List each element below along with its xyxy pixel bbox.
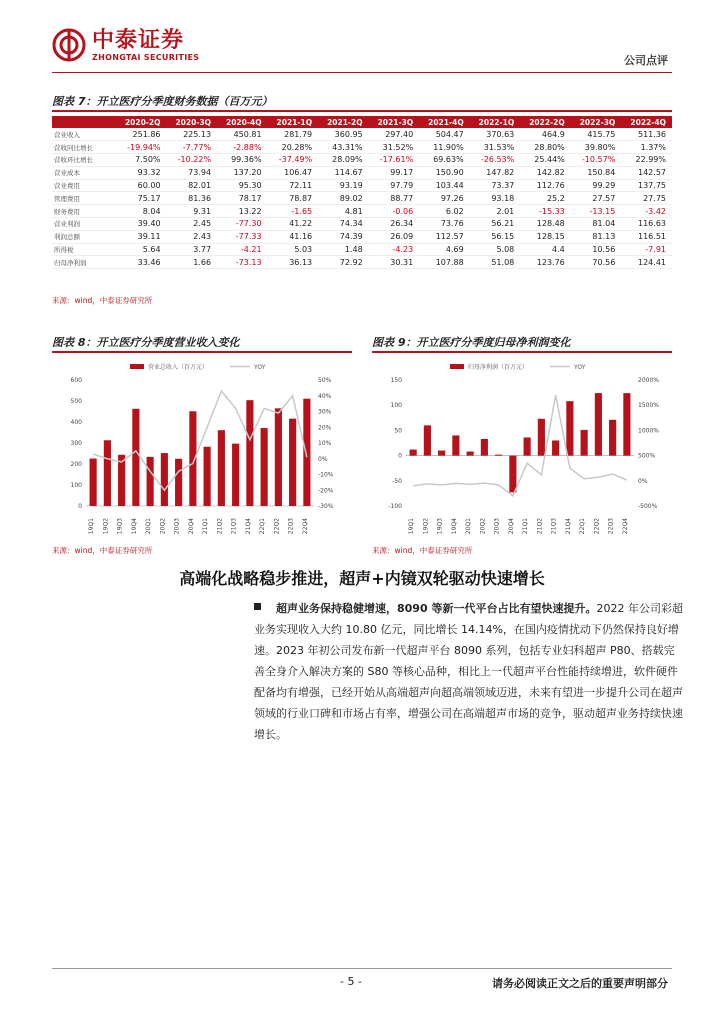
table-cell: 56.15 [470,230,521,243]
table-cell: -15.33 [520,205,571,218]
table-cell: -10.22% [167,154,218,167]
table-cell: 56.21 [470,218,521,231]
table-cell: 73.37 [470,179,521,192]
figure7-source: 来源：wind，中泰证券研究所 [52,296,153,305]
y-left-tick-label: 200 [70,461,82,468]
revenue-chart [52,356,352,536]
y-right-tick-label: -30% [318,503,334,510]
table-header-cell: 2020-3Q [167,116,218,128]
footer-disclaimer: 请务必阅读正文之后的重要声明部分 [492,977,668,990]
x-tick-label: 19Q2 [102,518,110,535]
y-right-tick-label: 0% [638,477,648,485]
legend-bar-swatch [450,364,464,369]
table-row-label: 营业利润 [52,218,116,231]
table-header-cell: 2021-2Q [318,116,369,128]
x-tick-label: 22Q4 [621,518,629,535]
bar [481,439,488,456]
x-tick-label: 20Q1 [465,518,473,535]
paragraph-lead: 超声业务保持稳健增速，8090 等新一代平台占比有望快速提升。 [276,602,597,615]
table-row [52,154,672,167]
bar [438,451,445,456]
table-row [52,256,672,269]
table-cell: 25.2 [520,192,571,205]
table-cell: -77.30 [217,218,268,231]
table-cell: 511.36 [621,128,672,141]
table-header-row [52,116,672,128]
table-cell: 4.69 [419,243,470,256]
x-tick-label: 22Q1 [579,518,587,535]
figure8-underline [52,351,352,353]
table-cell: 114.67 [318,166,369,179]
table-cell: 2.45 [167,218,218,231]
legend-bar-label: 归母净利润（百万元） [468,364,529,371]
table-cell: 281.79 [268,128,319,141]
x-tick-label: 21Q2 [216,518,224,535]
x-tick-label: 20Q4 [507,518,515,535]
table-cell: 99.36% [217,154,268,167]
table-cell: 112.76 [520,179,571,192]
page-number: - 5 - [340,975,362,988]
bar [538,419,545,456]
table-cell: 81.36 [167,192,218,205]
bar [552,440,559,455]
y-left-tick-label: 300 [70,440,82,447]
table-row-label: 管理费用 [52,192,116,205]
table-cell: 5.64 [116,243,167,256]
table-row [52,218,672,231]
table-cell: 450.81 [217,128,268,141]
legend-line-label: YOY [574,364,586,371]
legend-bar-swatch [130,364,144,369]
y-right-tick-label: -500% [638,503,658,510]
table-cell: 41.22 [268,218,319,231]
table-cell: 97.26 [419,192,470,205]
net-profit-chart [372,356,672,536]
y-left-tick-label: 150 [390,377,402,384]
y-left-tick-label: 600 [70,377,82,384]
legend-line-label: YOY [254,364,266,371]
table-cell: -17.61% [369,154,420,167]
table-row [52,141,672,154]
table-cell: 2.43 [167,230,218,243]
table-cell: 73.94 [167,166,218,179]
bar [132,409,139,506]
bar [175,459,182,506]
table-row [52,179,672,192]
table-header-cell: 2021-3Q [369,116,420,128]
y-right-tick-label: 1000% [638,427,659,435]
figure9-underline [372,351,672,353]
x-tick-label: 21Q3 [230,518,238,535]
y-left-tick-label: 100 [70,482,82,489]
table-cell: 27.75 [621,192,672,205]
table-header-cell: 2022-3Q [571,116,622,128]
x-tick-label: 20Q2 [479,518,487,535]
table-header-cell: 2022-1Q [470,116,521,128]
figure7-table-wrap [52,116,672,269]
bar [609,420,616,456]
y-left-tick-label: 0 [78,503,82,510]
table-cell: 31.52% [369,141,420,154]
y-right-tick-label: 20% [318,424,332,432]
bar [303,399,310,506]
table-cell: 36.13 [268,256,319,269]
figure8-title: 图表 8：开立医疗分季度营业收入变化 [52,336,240,349]
table-cell: 33.46 [116,256,167,269]
table-cell: 5.03 [268,243,319,256]
table-cell: -73.13 [217,256,268,269]
table-cell: 251.86 [116,128,167,141]
table-cell: 297.40 [369,128,420,141]
table-row [52,230,672,243]
y-right-tick-label: 500% [638,452,656,460]
table-header-cell: 2022-2Q [520,116,571,128]
table-row-label: 营收同比增长 [52,141,116,154]
figure9-title: 图表 9：开立医疗分季度归母净利润变化 [372,336,571,349]
x-tick-label: 19Q1 [408,518,416,535]
table-cell: -4.23 [369,243,420,256]
table-cell: 69.63% [419,154,470,167]
table-cell: 22.99% [621,154,672,167]
table-row-label: 利润总额 [52,230,116,243]
table-cell: 10.56 [571,243,622,256]
table-header-cell: 2021-1Q [268,116,319,128]
x-tick-label: 19Q3 [436,518,444,535]
x-tick-label: 20Q1 [145,518,153,535]
table-cell: 20.28% [268,141,319,154]
table-cell: -0.06 [369,205,420,218]
table-row-label: 营业费用 [52,179,116,192]
table-cell: 1.66 [167,256,218,269]
table-cell: 5.08 [470,243,521,256]
table-cell: -4.21 [217,243,268,256]
table-cell: -26.53% [470,154,521,167]
y-right-tick-label: 30% [318,408,332,416]
x-tick-label: 22Q4 [301,518,309,535]
table-cell: 74.34 [318,218,369,231]
table-row-label: 营业收入 [52,128,116,141]
table-cell: 28.09% [318,154,369,167]
y-right-tick-label: 50% [318,377,332,384]
y-left-tick-label: 50 [394,427,402,435]
table-row-label: 所得税 [52,243,116,256]
table-header-cell: 2020-4Q [217,116,268,128]
table-cell: 142.82 [520,166,571,179]
table-cell: 60.00 [116,179,167,192]
x-tick-label: 21Q2 [536,518,544,535]
bar [495,455,502,456]
table-cell: -2.88% [217,141,268,154]
x-tick-label: 22Q1 [259,518,267,535]
figure9-source: 来源：wind，中泰证券研究所 [372,546,473,555]
table-cell: -1.65 [268,205,319,218]
table-cell: 93.18 [470,192,521,205]
table-cell: 137.20 [217,166,268,179]
x-tick-label: 21Q3 [550,518,558,535]
table-cell: 72.11 [268,179,319,192]
table-row [52,243,672,256]
y-right-tick-label: 40% [318,392,332,400]
table-row-label: 营收环比增长 [52,154,116,167]
table-row-label: 归母净利润 [52,256,116,269]
bar [104,440,111,506]
x-tick-label: 21Q1 [202,518,210,535]
table-cell: 6.02 [419,205,470,218]
table-cell: -13.15 [571,205,622,218]
logo-english-name: ZHONGTAI SECURITIES [92,52,200,62]
bar [595,393,602,455]
table-row [52,192,672,205]
table-cell: 78.87 [268,192,319,205]
bar [452,435,459,455]
table-cell: 8.04 [116,205,167,218]
table-cell: 78.17 [217,192,268,205]
x-tick-label: 22Q3 [607,518,615,535]
table-cell: 1.37% [621,141,672,154]
table-cell: 25.44% [520,154,571,167]
table-cell: 116.51 [621,230,672,243]
zhongtai-logo-icon [52,28,86,62]
bar [147,457,154,506]
x-tick-label: 20Q3 [173,518,181,535]
table-cell: 28.80% [520,141,571,154]
table-cell: 9.31 [167,205,218,218]
table-cell: 81.13 [571,230,622,243]
y-left-tick-label: -100 [388,503,402,510]
bar [261,428,268,506]
x-tick-label: 22Q2 [593,518,601,535]
bar [524,437,531,455]
table-cell: -7.77% [167,141,218,154]
table-cell: 82.01 [167,179,218,192]
table-cell: 72.92 [318,256,369,269]
x-tick-label: 19Q3 [116,518,124,535]
table-cell: 27.57 [571,192,622,205]
bar [424,425,431,455]
table-cell: 4.4 [520,243,571,256]
table-cell: -3.42 [621,205,672,218]
bar [275,408,282,506]
table-cell: 415.75 [571,128,622,141]
table-cell: 99.17 [369,166,420,179]
table-cell: 504.47 [419,128,470,141]
table-cell: 128.48 [520,218,571,231]
table-header-cell: 2020-2Q [116,116,167,128]
table-cell: 370.63 [470,128,521,141]
x-tick-label: 21Q1 [522,518,530,535]
table-cell: 97.79 [369,179,420,192]
table-cell: 81.04 [571,218,622,231]
table-cell: -37.49% [268,154,319,167]
table-cell: 93.32 [116,166,167,179]
bar [289,419,296,506]
table-cell: 137.75 [621,179,672,192]
table-cell: 31.53% [470,141,521,154]
y-left-tick-label: 500 [70,398,82,405]
table-cell: 107.88 [419,256,470,269]
table-cell: -7.91 [621,243,672,256]
table-cell: 124.41 [621,256,672,269]
y-left-tick-label: 0 [398,452,402,460]
table-cell: 123.76 [520,256,571,269]
x-tick-label: 19Q4 [130,518,138,535]
table-cell: 39.40 [116,218,167,231]
legend-bar-label: 营业总收入（百万元） [148,364,209,371]
x-tick-label: 19Q4 [450,518,458,535]
table-header-cell: 2021-4Q [419,116,470,128]
table-cell: 93.19 [318,179,369,192]
table-row-label: 营业成本 [52,166,116,179]
bar [467,452,474,456]
table-cell: 464.9 [520,128,571,141]
table-cell: 99.29 [571,179,622,192]
table-cell: 150.90 [419,166,470,179]
table-cell: 73.76 [419,218,470,231]
bar [246,400,253,506]
table-cell: 2.01 [470,205,521,218]
table-cell: 150.84 [571,166,622,179]
bar [161,453,168,506]
company-logo [52,28,199,62]
table-cell: 26.09 [369,230,420,243]
x-tick-label: 21Q4 [564,518,572,535]
x-tick-label: 19Q2 [422,518,430,535]
table-header-cell: 2022-4Q [621,116,672,128]
x-tick-label: 22Q2 [273,518,281,535]
table-cell: 11.90% [419,141,470,154]
table-cell: 13.22 [217,205,268,218]
y-right-tick-label: -20% [318,487,334,495]
figure8-source: 来源：wind，中泰证券研究所 [52,546,153,555]
table-cell: 106.47 [268,166,319,179]
table-cell: 74.39 [318,230,369,243]
bar [204,447,211,506]
document-type: 公司点评 [624,54,668,67]
bar [623,393,630,455]
y-left-tick-label: 400 [70,419,82,426]
bar [90,459,97,506]
table-cell: 51.08 [470,256,521,269]
bar [581,430,588,456]
paragraph-body: 2022 年公司彩超业务实现收入大约 10.80 亿元，同比增长 14.14%，在国内疫情扰动下仍然保持良好增速。2023 年初公司发布新一代超声平台 8090 系列，包括专业妇科超声 P80、搭载完善全身介入解决方案的 S80 等核心品种，相比上一代超声平台性能持续增进，软件硬件配备均有增强，已经开始从高端超声向超高端领域迈进，未来有望进一步提升公司在超声领域的行业口碑和市场占有率，增强公司在高端超声市场的竞争，驱动超声业务持续快速增长。 [254,602,683,741]
table-cell: 88.77 [369,192,420,205]
table-cell: 147.82 [470,166,521,179]
x-tick-label: 21Q4 [244,518,252,535]
x-tick-label: 20Q3 [493,518,501,535]
table-cell: 26.34 [369,218,420,231]
header-divider [52,72,672,73]
table-cell: 103.44 [419,179,470,192]
table-cell: 75.17 [116,192,167,205]
bar [509,456,516,493]
section-paragraph [254,598,684,745]
table-cell: 89.02 [318,192,369,205]
table-cell: 225.13 [167,128,218,141]
bar [410,450,417,456]
table-cell: 30.31 [369,256,420,269]
bar [218,430,225,506]
table-cell: -10.57% [571,154,622,167]
table-cell: 116.63 [621,218,672,231]
table-cell: 43.31% [318,141,369,154]
table-cell: -19.94% [116,141,167,154]
table-cell: 41.16 [268,230,319,243]
table-cell: 39.11 [116,230,167,243]
table-cell: 70.56 [571,256,622,269]
table-cell: 128.15 [520,230,571,243]
table-cell: 39.80% [571,141,622,154]
y-left-tick-label: 100 [390,402,402,410]
table-row [52,128,672,141]
x-tick-label: 20Q4 [187,518,195,535]
logo-chinese-name: 中泰证券 [92,27,185,53]
bar [566,401,573,455]
y-right-tick-label: -10% [318,471,334,479]
table-row [52,166,672,179]
table-body [52,128,672,269]
x-tick-label: 22Q3 [287,518,295,535]
table-cell: 4.81 [318,205,369,218]
table-cell: 142.57 [621,166,672,179]
y-right-tick-label: 1500% [638,402,659,410]
y-right-tick-label: 0% [318,455,328,463]
section-heading: 高端化战略稳步推进，超声+内镜双轮驱动快速增长 [179,569,545,588]
bar [232,444,239,506]
figure7-underline [52,110,672,112]
y-right-tick-label: 10% [318,440,332,447]
table-cell: 360.95 [318,128,369,141]
figure7-title: 图表 7：开立医疗分季度财务数据（百万元） [52,95,273,108]
table-row-label: 财务费用 [52,205,116,218]
x-tick-label: 19Q1 [88,518,96,535]
table-cell: 3.77 [167,243,218,256]
y-right-tick-label: 2000% [638,377,659,384]
x-tick-label: 20Q2 [159,518,167,535]
table-header-blank [52,116,116,128]
table-cell: 95.30 [217,179,268,192]
footer-divider [52,968,672,969]
table-row [52,205,672,218]
y-left-tick-label: -50 [392,477,402,485]
table-cell: 1.48 [318,243,369,256]
table-cell: 7.50% [116,154,167,167]
table-cell: -77.33 [217,230,268,243]
financial-table [52,116,672,269]
table-cell: 112.57 [419,230,470,243]
